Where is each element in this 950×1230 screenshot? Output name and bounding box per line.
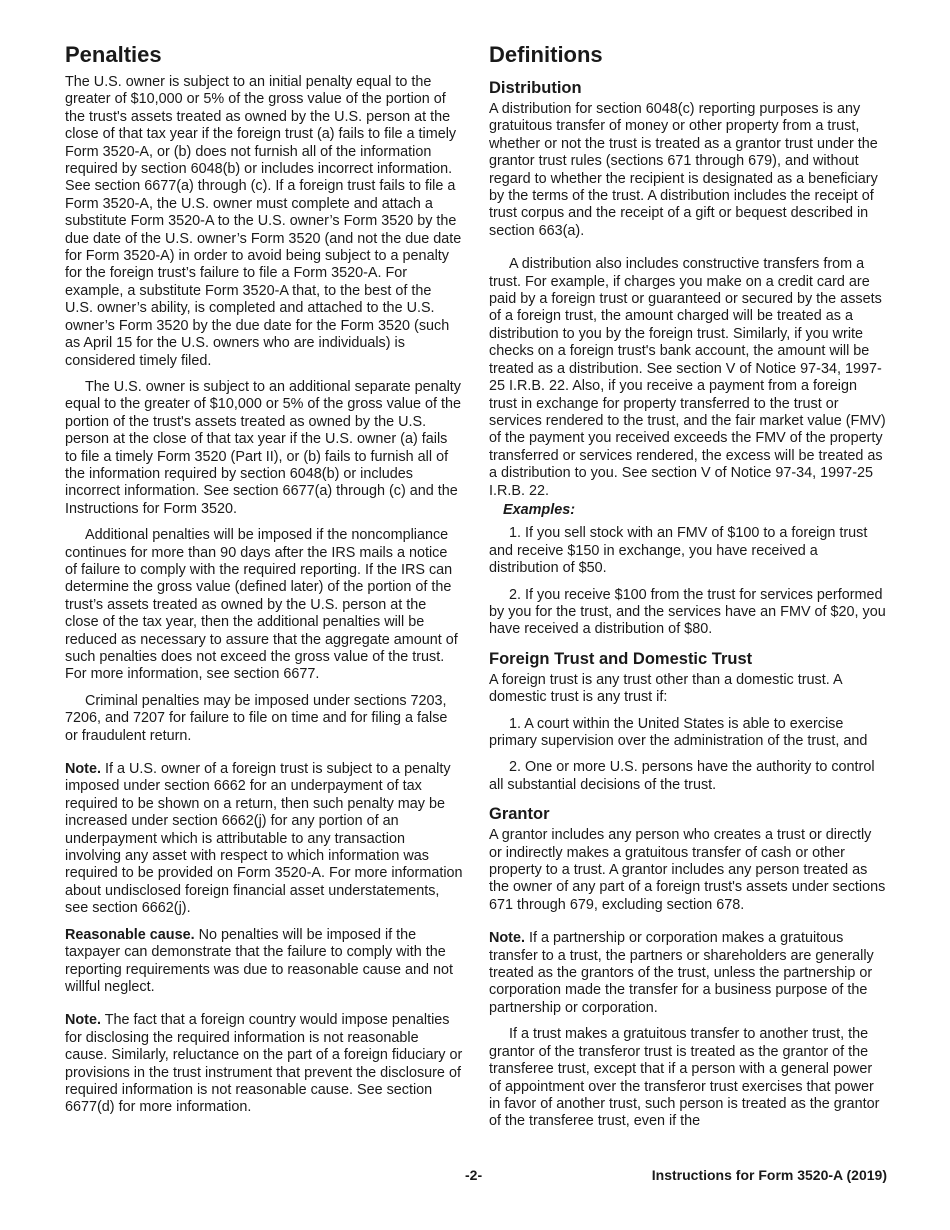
grantor-heading: Grantor bbox=[489, 805, 550, 824]
note-text: If a U.S. owner of a foreign trust is subject to a penalty imposed under section 6662 for an underpayment of tax required to be shown on a return, then such penalty may be increased under section 6662(j) for any portion of an underpayment which is attributable to any transaction involving any asset with respect to which information was required to be provided on Form 3520-A. For more information about undisclosed foreign financial asset understatements, see section 6662(j). bbox=[65, 761, 463, 917]
reasonable-cause-label: Reasonable cause. bbox=[65, 926, 195, 943]
reasonable-cause-paragraph bbox=[65, 927, 463, 997]
distribution-heading: Distribution bbox=[489, 79, 582, 97]
page-number: -2- bbox=[465, 1167, 483, 1183]
grantor-paragraph-2: If a trust makes a gratuitous transfer to another trust, the grantor of the transferor trust is treated as the grantor of the transferee trust, except that if a person with a general power of appointment over the transferor trust exercises that power in favor of another trust, such person is treated as the grantor of the transferee trust, even if the bbox=[489, 1026, 880, 1130]
foreign-trust-heading: Foreign Trust and Domestic Trust bbox=[489, 649, 753, 668]
grantor-note bbox=[489, 930, 887, 1017]
penalties-paragraph-3: Additional penalties will be imposed if the noncompliance continues for more than 90 days after the IRS mails a notice of failure to comply with the required reporting. If the IRS can determine the gross value (defined later) of the portion of the trust’s assets treated as owned by the U.S. person at the close of the tax year, then the additional penalties will be reduced as necessary to assure that the aggregate amount of such penalties does not exceed the gross value of the trust. For more information, see section 6677. bbox=[65, 527, 458, 683]
note-label: Note. bbox=[65, 761, 101, 778]
page-footer bbox=[65, 1167, 887, 1187]
example-2: 2. If you receive $100 from the trust for services performed by you for the trust, and the services have an FMV of $20, you have received a distribution of $80. bbox=[489, 586, 886, 638]
note-text: The fact that a foreign country would impose penalties for disclosing the required information is not reasonable cause. Similarly, reluctance on the part of a foreign fiduciary or provisions in the trust instrument that prevent the disclosure of required information is not reasonable cause. See section 6677(d) for more information. bbox=[65, 1012, 463, 1116]
note-text: If a partnership or corporation makes a gratuitous transfer to a trust, the partners or shareholders are generally treated as the grantors of the trust, unless the partnership or corporation made the transfer for a business purpose of the partnership or corporation. bbox=[489, 930, 874, 1016]
domestic-trust-condition-2: 2. One or more U.S. persons have the authority to control all substantial decisions of the trust. bbox=[489, 759, 875, 793]
left-column bbox=[65, 42, 463, 1126]
examples-label: Examples: bbox=[503, 501, 575, 518]
form-title: Instructions for Form 3520-A (2019) bbox=[651, 1167, 887, 1183]
penalties-paragraph-1: The U.S. owner is subject to an initial penalty equal to the greater of $10,000 or 5% of the gross value of the portion of the trust's assets treated as owned by the U.S. person at the close of that tax year if the foreign trust (a) fails to file a timely Form 3520-A, or (b) does not furnish all of the information required by section 6048(b) or includes incorrect information. See section 6677(a) through (c). If a foreign trust fails to file a Form 3520-A, the U.S. owner must complete and attach a substitute Form 3520-A to the U.S. owner’s Form 3520 by the due date of the U.S. owner’s Form 3520 (and not the due date for Form 3520-A) in order to avoid being subject to a penalty for the foreign trust’s failure to file a Form 3520-A. For example, a substitute Form 3520-A that, to the best of the U.S. owner’s ability, is completed and attached to the U.S. owner’s Form 3520 by the due date for the Form 3520 (such as April 15 for the U.S. owners who are individuals) is considered timely filed. bbox=[65, 74, 462, 369]
grantor-paragraph-1: A grantor includes any person who creates a trust or directly or indirectly makes a gratuitous transfer of cash or other property to a trust. A grantor includes any person treated as the owner of any part of a foreign trust's assets under sections 671 through 679, excluding section 678. bbox=[489, 827, 886, 913]
definitions-heading: Definitions bbox=[489, 42, 603, 67]
example-1: 1. If you sell stock with an FMV of $100 to a foreign trust and receive $150 in exchange, you have received a distribution of $50. bbox=[489, 525, 868, 577]
note-label: Note. bbox=[65, 1012, 101, 1029]
distribution-paragraph-2: A distribution also includes constructive transfers from a trust. For example, if charges you make on a credit card are paid by a foreign trust or guaranteed or secured by the assets of a foreign trust, the amount charged will be treated as a distribution to you by the foreign trust. Similarly, if you write checks on a foreign trust's bank account, the amount will be treated as a distribution. See section V of Notice 97-34, 1997-25 I.R.B. 22. Also, if you receive a payment from a foreign trust in exchange for property transferred to the trust or services rendered to the trust, and the fair market value (FMV) of the payment you received exceeds the FMV of the property transferred or services rendered, the excess will be treated as a distribution to you. See section V of Notice 97-34, 1997-25 I.R.B. 22. bbox=[489, 256, 886, 499]
note-label: Note. bbox=[489, 930, 525, 947]
penalties-note-2 bbox=[65, 1012, 463, 1116]
right-column bbox=[489, 42, 887, 1140]
reasonable-cause-text: No penalties will be imposed if the taxpayer can demonstrate that the failure to comply with the reporting requirements was due to reasonable cause and not willful neglect. bbox=[65, 926, 453, 995]
penalties-paragraph-2: The U.S. owner is subject to an additional separate penalty equal to the greater of $10,000 or 5% of the gross value of the portion of the trust's assets treated as owned by the U.S. person at the close of that tax year if the U.S. owner (a) fails to file a timely Form 3520 (Part II), or (b) fails to furnish all of the information required by section 6048(b) or includes incorrect information. See section 6677(a) through (c) and the Instructions for Form 3520. bbox=[65, 378, 462, 517]
penalties-heading: Penalties bbox=[65, 42, 162, 67]
penalties-paragraph-4: Criminal penalties may be imposed under sections 7203, 7206, and 7207 for failure to file on time and for filing a false or fraudulent return. bbox=[65, 692, 448, 744]
distribution-paragraph-1: A distribution for section 6048(c) reporting purposes is any gratuitous transfer of money or other property from a trust, whether or not the trust is treated as a grantor trust under the grantor trust rules (sections 671 through 679), and without regard to whether the recipient is designated as a beneficiary by the terms of the trust. A distribution includes the receipt of trust corpus and the receipt of a gift or bequest described in section 663(a). bbox=[489, 101, 878, 239]
foreign-trust-paragraph: A foreign trust is any trust other than a domestic trust. A domestic trust is any trust if: bbox=[489, 671, 842, 706]
domestic-trust-condition-1: 1. A court within the United States is able to exercise primary supervision over the administration of the trust, and bbox=[489, 715, 868, 749]
penalties-note-1 bbox=[65, 761, 463, 918]
